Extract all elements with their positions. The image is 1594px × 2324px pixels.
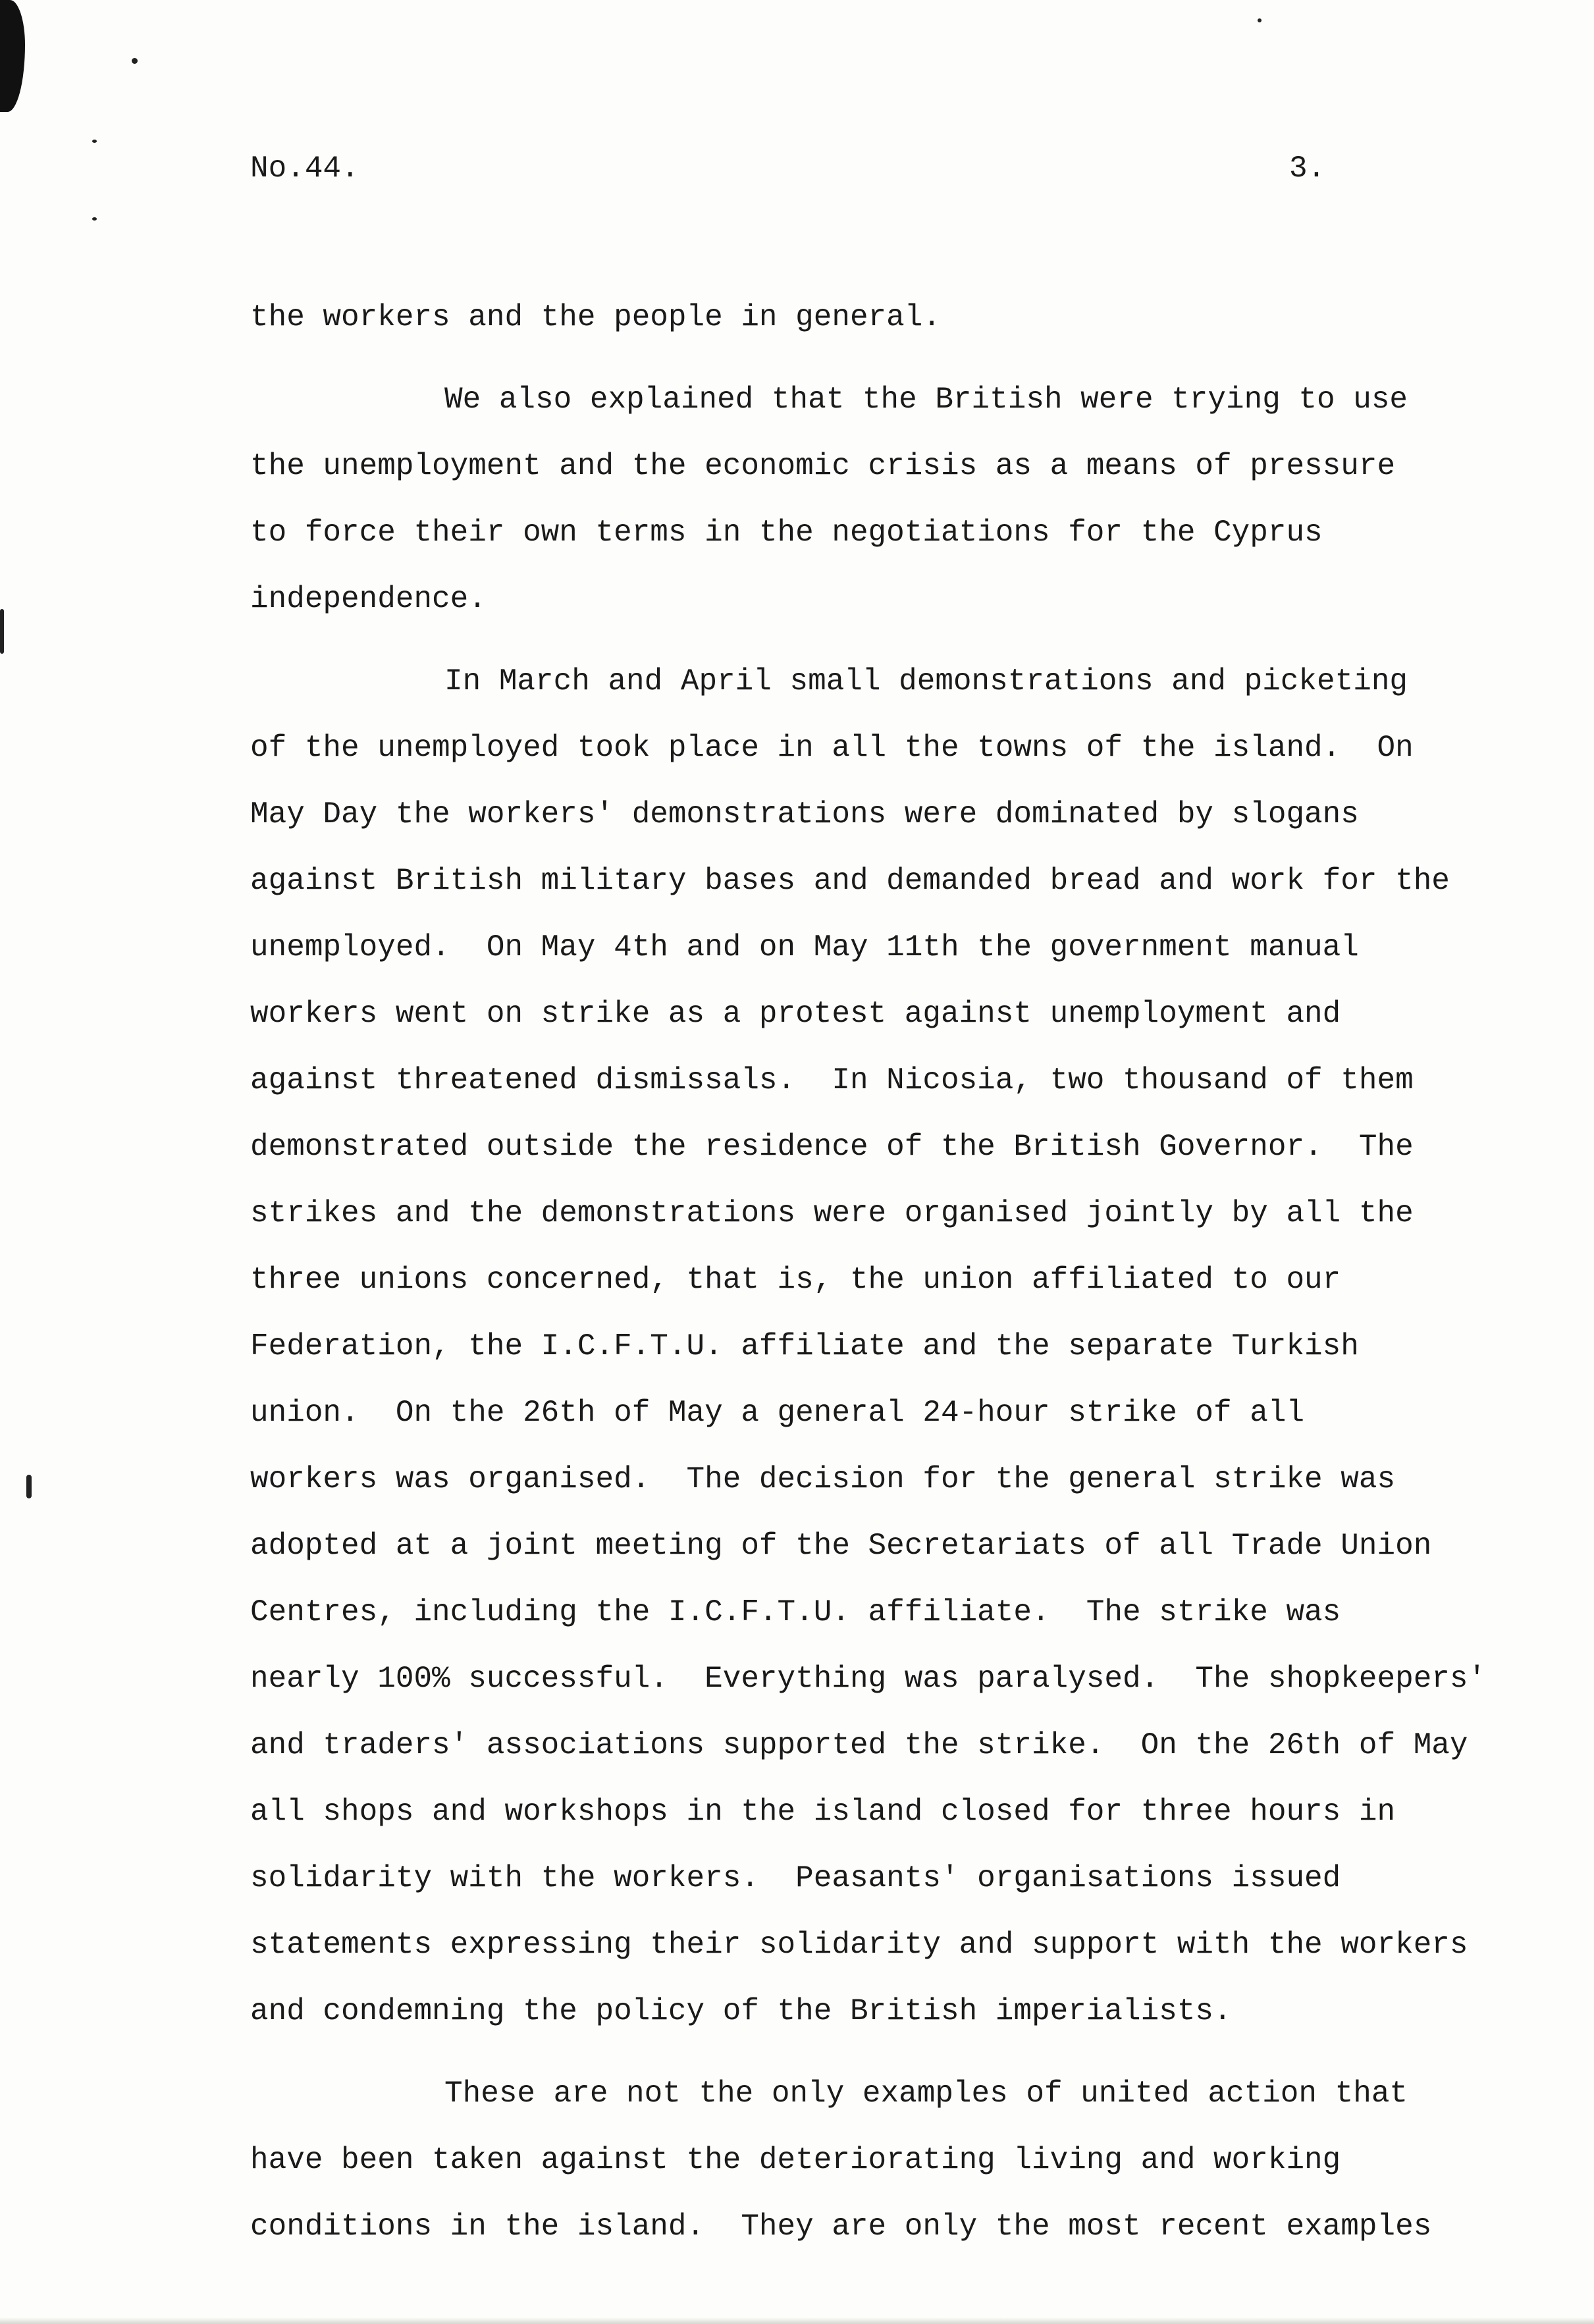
- scan-ink-mark: [0, 0, 25, 112]
- text-line: These are not the only examples of united action that: [444, 2076, 1408, 2111]
- text-line: workers was organised. The decision for the general strike was: [250, 1462, 1396, 1496]
- text-line: statements expressing their solidarity and support with the workers: [250, 1928, 1468, 1962]
- text-line: strikes and the demonstrations were organised jointly by all the: [250, 1196, 1414, 1230]
- text-line: demonstrated outside the residence of the British Governor. The: [250, 1130, 1414, 1164]
- scan-bottom-edge: [0, 2317, 1594, 2324]
- scan-speck: [26, 1475, 32, 1498]
- text-line: Centres, including the I.C.F.T.U. affiliate. The strike was: [250, 1595, 1341, 1629]
- text-line: of the unemployed took place in all the towns of the island. On: [250, 731, 1414, 765]
- scan-speck: [132, 58, 138, 64]
- text-line: to force their own terms in the negotiations for the Cyprus: [250, 515, 1323, 550]
- text-line: adopted at a joint meeting of the Secretariats of all Trade Union: [250, 1529, 1432, 1563]
- text-line: May Day the workers' demonstrations were dominated by slogans: [250, 797, 1359, 832]
- text-line: the workers and the people in general.: [250, 300, 941, 334]
- paragraph: [250, 284, 1534, 351]
- paragraph: [250, 367, 1534, 633]
- paragraph: [250, 2061, 1534, 2260]
- text-line: against British military bases and demanded bread and work for the: [250, 864, 1450, 898]
- text-line: and traders' associations supported the strike. On the 26th of May: [250, 1728, 1468, 1762]
- page-number: 3.: [1289, 151, 1326, 186]
- text-line: and condemning the policy of the British imperialists.: [250, 1994, 1232, 2028]
- text-line: solidarity with the workers. Peasants' organisations issued: [250, 1861, 1341, 1895]
- paragraph: [250, 648, 1534, 2045]
- text-line: unemployed. On May 4th and on May 11th the government manual: [250, 930, 1359, 964]
- text-line: three unions concerned, that is, the union affiliated to our: [250, 1263, 1341, 1297]
- scan-speck: [0, 609, 4, 654]
- scan-speck: [92, 217, 97, 221]
- text-line: the unemployment and the economic crisis as a means of pressure: [250, 449, 1396, 483]
- text-line: We also explained that the British were trying to use: [444, 383, 1408, 417]
- text-line: have been taken against the deteriorating living and working: [250, 2143, 1341, 2177]
- text-line: In March and April small demonstrations and picketing: [444, 664, 1408, 699]
- text-line: conditions in the island. They are only the most recent examples: [250, 2209, 1432, 2244]
- text-line: nearly 100% successful. Everything was paralysed. The shopkeepers': [250, 1662, 1487, 1696]
- document-number: No.44.: [250, 151, 359, 186]
- text-line: Federation, the I.C.F.T.U. affiliate and the separate Turkish: [250, 1329, 1359, 1363]
- text-line: independence.: [250, 582, 487, 616]
- document-body: [250, 284, 1534, 2260]
- text-line: workers went on strike as a protest against unemployment and: [250, 997, 1341, 1031]
- text-line: all shops and workshops in the island closed for three hours in: [250, 1795, 1396, 1829]
- text-line: union. On the 26th of May a general 24-hour strike of all: [250, 1396, 1305, 1430]
- scan-speck: [92, 140, 97, 143]
- scan-speck: [1258, 18, 1262, 22]
- text-line: against threatened dismissals. In Nicosia, two thousand of them: [250, 1063, 1414, 1097]
